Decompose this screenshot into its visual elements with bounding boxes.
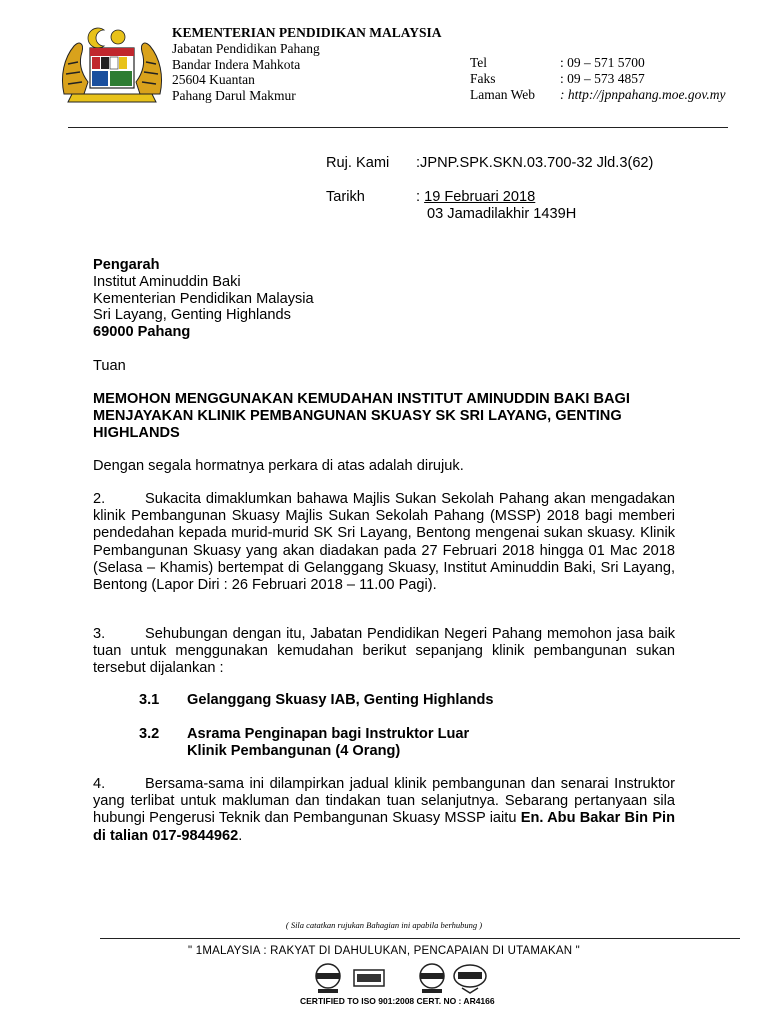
recipient-postcode: 69000 Pahang bbox=[93, 324, 191, 340]
paragraph-4: 4. Bersama-sama ini dilampirkan jadual klinik pembangunan dan senarai Instruktor yang terlibat untuk makluman dan tindakan tuan selanjutnya. Sebarang pertanyaan sila hubungi Pengerusi Teknik dan Pembangunan Skuasy MSSP iaitu En. Abu Bakar Bin Pin di talian 017-9844962. bbox=[93, 776, 675, 844]
iqnet-logo-icon bbox=[352, 962, 386, 994]
paragraph-2: 2. Sukacita dimaklumkan bahawa Majlis Sukan Sekolah Pahang akan mengadakan klinik Pembangunan Skuasy Majlis Sukan Sekolah Pahang (MSSP) 2018 bagi memberi pendedahan kepada murid-murid SK Sri Layang, Bentong mengenai sukan skuasy. Klinik Pembangunan Skuasy yang akan diadakan pada 27 Februari 2018 hingga 01 Mac 2018 (Selasa – Khamis) bertempat di Gelanggang Skuasy, Institut Aminuddin Baki, Sri Layang, Bentong (Lapor Diri : 26 Februari 2018 – 11.00 Pagi). bbox=[93, 491, 675, 594]
fax-value: : 09 – 573 4857 bbox=[560, 71, 645, 86]
subject-line: MEMOHON MENGGUNAKAN KEMUDAHAN INSTITUT AMINUDDIN BAKI BAGI bbox=[93, 391, 630, 407]
fax-label: Faks bbox=[470, 71, 496, 86]
footer-motto: " 1MALAYSIA : RAKYAT DI DAHULUKAN, PENCAPAIAN DI UTAMAKAN " bbox=[188, 945, 580, 957]
header-divider bbox=[68, 127, 728, 128]
standards-logo-icon bbox=[452, 962, 488, 994]
item-number: 3.1 bbox=[139, 692, 160, 708]
recipient-title: Pengarah bbox=[93, 257, 160, 273]
recipient-line: Institut Aminuddin Baki bbox=[93, 274, 241, 290]
paragraph-3: 3. Sehubungan dengan itu, Jabatan Pendidikan Negeri Pahang memohon jasa baik tuan untuk menggunakan kemudahan berikut sepanjang klinik pembangunan sukan tersebut dijalankan : bbox=[93, 626, 675, 677]
tarikh-value: : 19 Februari 2018 bbox=[416, 189, 536, 205]
salutation: Tuan bbox=[93, 358, 126, 374]
ministry-name: KEMENTERIAN PENDIDIKAN MALAYSIA bbox=[172, 25, 442, 40]
recipient-line: Sri Layang, Genting Highlands bbox=[93, 307, 291, 323]
website-link[interactable]: : http://jpnpahang.moe.gov.my bbox=[560, 87, 726, 102]
tel-value: : 09 – 571 5700 bbox=[560, 55, 645, 70]
recipient-line: Kementerian Pendidikan Malaysia bbox=[93, 291, 314, 307]
footer-certification: CERTIFIED TO ISO 901:2008 CERT. NO : AR4166 bbox=[300, 996, 495, 1006]
item-text: Gelanggang Skuasy IAB, Genting Highlands bbox=[187, 692, 494, 708]
subject-line: HIGHLANDS bbox=[93, 425, 180, 441]
subject-line: MENJAYAKAN KLINIK PEMBANGUNAN SKUASY SK SRI LAYANG, GENTING bbox=[93, 408, 622, 424]
footer-note: ( Sila catatkan rujukan Bahagian ini apabila berhubung ) bbox=[285, 920, 483, 930]
address-line: 25604 Kuantan bbox=[172, 72, 255, 87]
item-number: 3.2 bbox=[139, 726, 160, 742]
address-line: Bandar Indera Mahkota bbox=[172, 57, 301, 72]
item-text: Klinik Pembangunan (4 Orang) bbox=[187, 743, 401, 759]
quality-system-logo-icon bbox=[416, 962, 448, 994]
footer-divider bbox=[100, 938, 740, 939]
tel-label: Tel bbox=[470, 55, 488, 70]
tarikh-label: Tarikh bbox=[326, 189, 365, 205]
address-line: Jabatan Pendidikan Pahang bbox=[172, 41, 320, 56]
quality-system-logo-icon bbox=[312, 962, 344, 994]
ruj-kami-label: Ruj. Kami bbox=[326, 155, 390, 171]
website-label: Laman Web bbox=[470, 87, 536, 102]
address-line: Pahang Darul Makmur bbox=[172, 88, 296, 103]
coat-of-arms-icon bbox=[58, 24, 166, 108]
tarikh-hijri: 03 Jamadilakhir 1439H bbox=[427, 206, 577, 222]
opening-sentence: Dengan segala hormatnya perkara di atas adalah dirujuk. bbox=[93, 458, 464, 474]
item-text: Asrama Penginapan bagi Instruktor Luar bbox=[187, 726, 470, 742]
ruj-kami-value: :JPNP.SPK.SKN.03.700-32 Jld.3(62) bbox=[416, 155, 654, 171]
